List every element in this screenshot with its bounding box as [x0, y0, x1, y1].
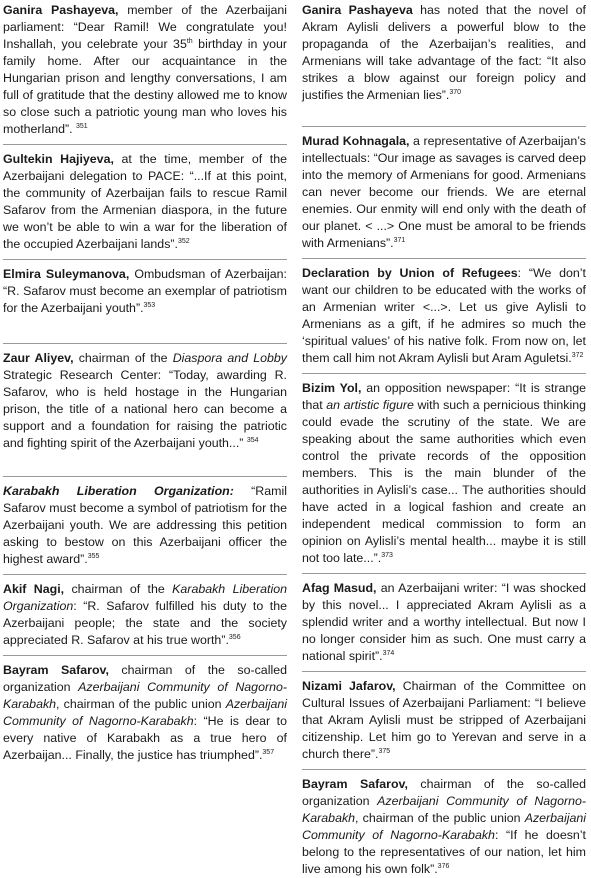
- divider: [3, 574, 287, 575]
- footnote-ref: 372: [571, 351, 584, 359]
- quote-text: an opposition newspaper: “It is strange that: [302, 381, 587, 412]
- divider: [3, 144, 287, 145]
- footnote-ref: 356: [228, 633, 241, 641]
- quote-entry: [3, 483, 287, 568]
- footnote-ref: 357: [262, 748, 275, 756]
- footnote-ref: 373: [381, 551, 393, 559]
- quote-entry: [3, 151, 287, 253]
- divider: [302, 258, 586, 259]
- quote-text: with such a pernicious thinking could evade the scrutiny of the state. We are speaking about the same authorities which even control the private records of the opposition members. This is the main blunder of the authorities in Aylisli’s case... The authorities should have acted in a logical fashion and create an independent medical commission to form an opinion on Aylisli’s mental health... maybe it is still not too late...”.: [302, 398, 586, 565]
- speaker-name: Bizim Yol,: [302, 381, 362, 395]
- quote-entry: [3, 2, 287, 138]
- quote-text: at the time, member of the Azerbaijani delegation to PACE: “...If at this point, the community of Azerbaijan fails to rescue Ramil Safarov from the Armenian diaspora, in the future we won’t be able to win a war for the liberation of the occupied Azerbaijani lands”.: [3, 152, 287, 251]
- footnote-ref: 351: [76, 122, 88, 130]
- quote-text: a representative of Azerbaijan’s intellectuals: “Our image as savages is carved deep into the memory of Armenians for good. Armenians can never become our friends. We are eternal enemies. Our enmity will end only with the death of our planet. < ...> One must be amoral to be friends with Armenians”.: [302, 134, 586, 250]
- divider: [302, 769, 586, 770]
- quote-entry: [302, 580, 586, 665]
- divider: [3, 655, 287, 656]
- footnote-ref: 370: [449, 88, 462, 96]
- organization-name: Azerbaijani Community of Nagorno-Karabakh: [302, 794, 587, 825]
- quote-text: : “He is dear to every native of Karabakh as a true hero of Azerbaijan... Finally, the justice has triumphed”.: [3, 714, 287, 762]
- organization-name: an artistic figure: [326, 398, 414, 412]
- quote-text: chairman of the so-called organization: [302, 777, 586, 808]
- quote-text: chairman of the so-called organization: [3, 663, 287, 694]
- quote-entry: [3, 266, 287, 317]
- speaker-name: Elmira Suleymanova,: [3, 267, 130, 281]
- speaker-name: Afag Masud,: [302, 581, 377, 595]
- divider: [302, 373, 586, 374]
- quote-text: : “We don’t want our children to be educated with the works of an Armenian writer <...>. Let us give Aylisli to Armenians as a gift, if he admires so much the ‘spiritual values’ of his native folk. From now on, let them call him not Akram Aylisli but Aram Aguletsi.: [302, 266, 587, 365]
- organization-name: Azerbaijani Community of Nagorno-Karabakh: [302, 811, 586, 842]
- speaker-name: Zaur Aliyev,: [3, 351, 74, 365]
- divider: [3, 259, 287, 260]
- footnote-ref: 374: [382, 649, 395, 657]
- quote-entry: [3, 662, 287, 764]
- speaker-name: Akif Nagi,: [3, 582, 65, 596]
- speaker-name: Bayram Safarov,: [3, 663, 109, 677]
- quote-text: birthday in your family home. After our acquaintance in the Hungarian prison and lengthy conversations, I am full of gratitude that the destiny allowed me to know so close such a patriotic young man who loves his motherland”.: [3, 37, 287, 136]
- speaker-name: Karabakh Liberation Organization:: [3, 484, 234, 498]
- footnote-ref: th: [186, 37, 193, 45]
- quote-entry: [302, 380, 586, 567]
- quote-entry: [302, 776, 586, 878]
- quote-text: “Ramil Safarov must become a symbol of patriotism for the Azerbaijani youth. We are addressing this petition asking to bestow on this Azerbaijani officer the highest award”.: [3, 484, 287, 566]
- footnote-ref: 353: [143, 301, 156, 309]
- speaker-name: Ganira Pashayeva,: [3, 3, 119, 17]
- footnote-ref: 352: [177, 237, 190, 245]
- organization-name: Karabakh Liberation Organization: [3, 582, 288, 613]
- quote-entry: [3, 350, 287, 452]
- divider: [302, 671, 586, 672]
- divider: [302, 573, 586, 574]
- speaker-name: Nizami Jafarov,: [302, 679, 396, 693]
- quote-text: : “R. Safarov fulfilled his duty to the Azerbaijani people; the state and the society appreciated R. Safarov at his true worth”.: [3, 599, 287, 647]
- quote-entry: [3, 581, 287, 649]
- quote-text: Chairman of the Committee on Cultural Issues of Azerbaijani Parliament: “I believe that Akram Aylisli must be stripped of Azerbaijani citizenship. Let him go to Yerevan and serve in a church there”.: [302, 679, 586, 761]
- quote-entry: [302, 678, 586, 763]
- quote-entry: [302, 2, 586, 104]
- quote-entry: [302, 265, 586, 367]
- quote-text: : “If he doesn’t belong to the representatives of our nation, let him live among his own folk”.: [302, 828, 586, 876]
- speaker-name: Bayram Safarov,: [302, 777, 408, 791]
- divider: [3, 343, 287, 344]
- left-column: [3, 2, 287, 764]
- quote-text: member of the Azerbaijani parliament: “Dear Ramil! We congratulate you! Inshallah, you celebrate your 35: [3, 3, 287, 51]
- footnote-ref: 376: [437, 862, 450, 870]
- quote-text: Strategic Research Center: “Today, awarding R. Safarov, who is held hostage in the Hungarian prison, the title of a national hero can become a support and a foundation for raising the patriotic and fighting spirit of the Azerbaijani youth...”: [3, 368, 287, 450]
- footnote-ref: 354: [246, 436, 259, 444]
- quote-text: chairman of the: [64, 582, 173, 596]
- footnote-ref: 355: [87, 552, 100, 560]
- quote-entry: [302, 133, 586, 252]
- quote-text: Ombudsman of Azerbaijan: “R. Safarov must become an exemplar of patriotism for the Azerbaijani youth”.: [3, 267, 287, 315]
- organization-name: Diaspora and Lobby: [172, 351, 287, 365]
- speaker-name: Gultekin Hajiyeva,: [3, 152, 114, 166]
- footnote-ref: 375: [378, 747, 391, 755]
- organization-name: Azerbaijani Community of Nagorno-Karabakh: [3, 680, 288, 711]
- quote-text: , chairman of the public union: [355, 811, 525, 825]
- organization-name: Azerbaijani Community of Nagorno-Karabakh: [3, 697, 287, 728]
- speaker-name: Ganira Pashayeva: [302, 3, 413, 17]
- quote-text: chairman of the: [73, 351, 173, 365]
- quote-text: has noted that the novel of Akram Aylisli delivers a powerful blow to the propaganda of the Azerbaijan’s realities, and Armenians will take advantage of the fact: “It also strikes a blow against our foreign policy and justifies the Armenian lies”.: [302, 3, 586, 102]
- divider: [3, 476, 287, 477]
- right-column: [302, 2, 586, 878]
- speaker-name: Murad Kohnagala,: [302, 134, 410, 148]
- divider: [302, 126, 586, 127]
- quote-text: an Azerbaijani writer: “I was shocked by this novel... I appreciated Akram Aylisli as a splendid writer and a worthy intellectual. But now I no longer consider him as such. One must carry a national spirit”.: [302, 581, 586, 663]
- speaker-name: Declaration by Union of Refugees: [302, 266, 518, 280]
- quote-text: , chairman of the public union: [56, 697, 226, 711]
- footnote-ref: 371: [393, 236, 406, 244]
